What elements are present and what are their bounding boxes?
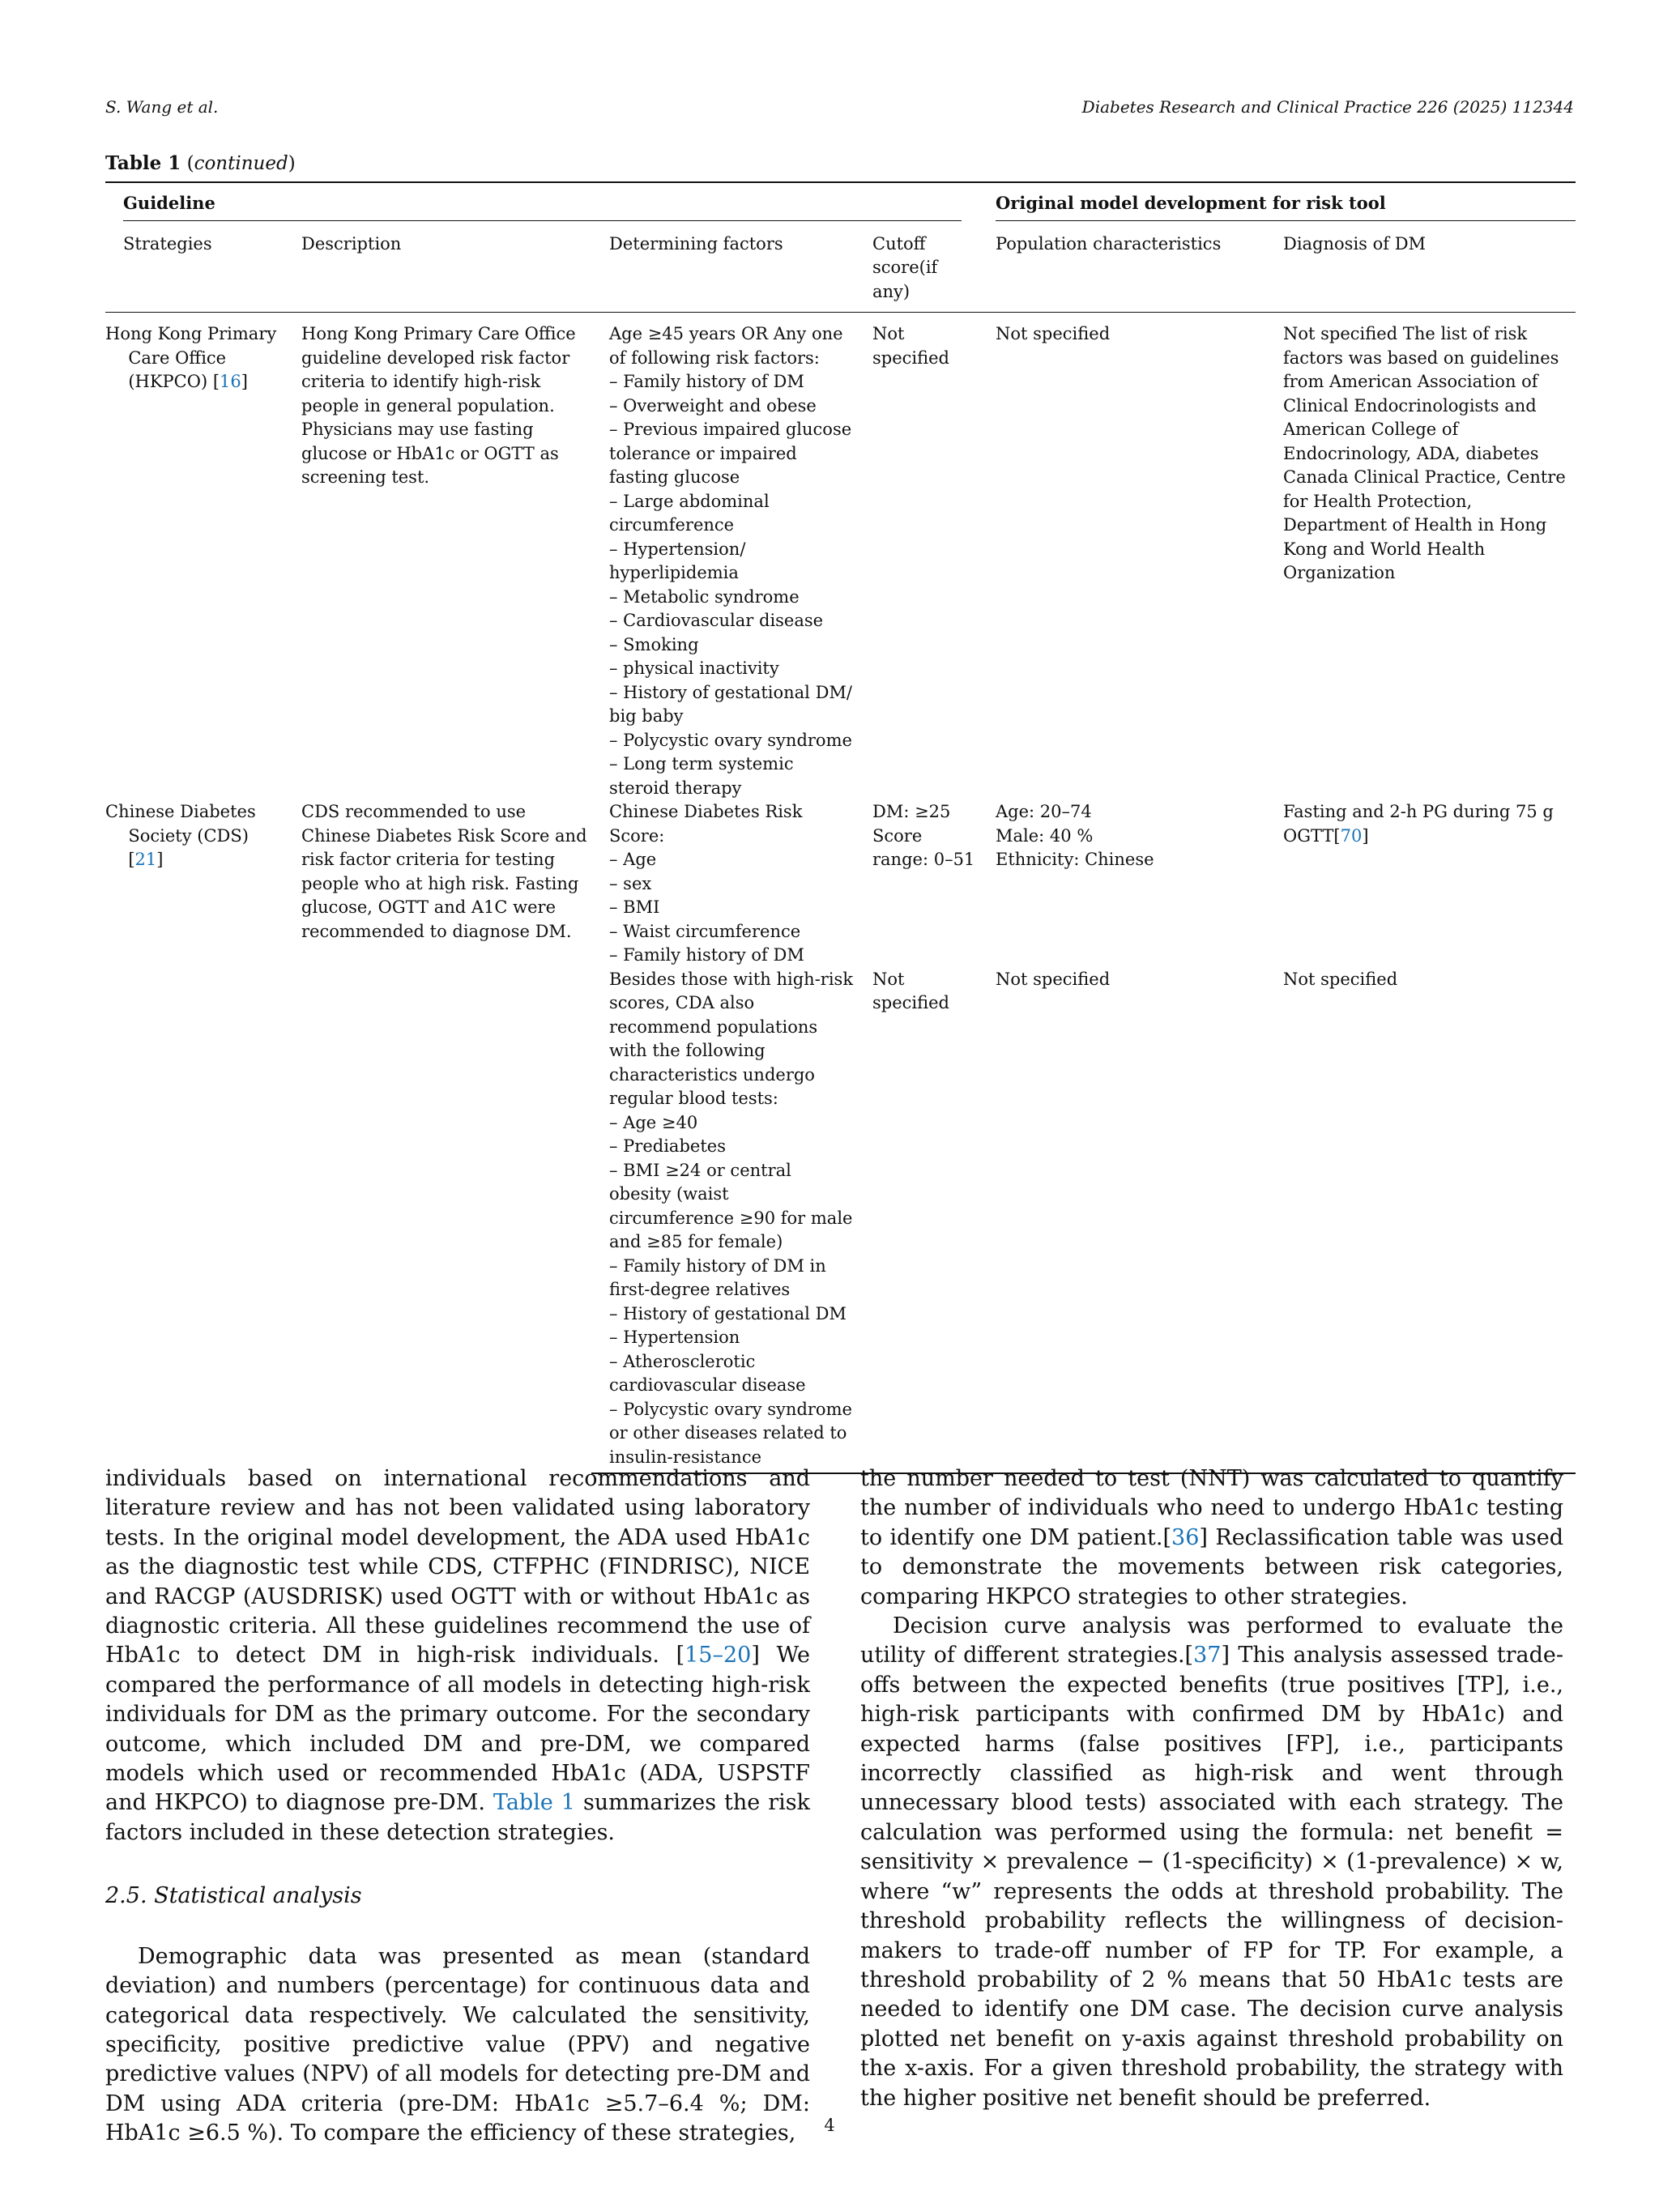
col-header-diagnosis: Diagnosis of DM xyxy=(1265,226,1576,313)
factor-item: – Polycystic ovary syndrome or other diseases related to insulin-resistance xyxy=(609,1399,852,1467)
reference-link[interactable]: 21 xyxy=(134,850,157,869)
table-link[interactable]: Table 1 xyxy=(493,1790,575,1816)
reference-link[interactable]: 15–20 xyxy=(684,1643,752,1669)
table-column-header-row xyxy=(105,226,1576,313)
table-continued: continued xyxy=(194,153,288,174)
body-paragraph: Demographic data was presented as mean (standard deviation) and numbers (percentage) for continuous data and categorical data respectively. We calculated the sensitivity, specificity, positive predictive value (PPV) and negative predictive values (NPV) of all models for detecting pre-DM and DM using ADA criteria (pre-DM: HbA1c ≥5.7–6.4 %; DM: HbA1c ≥6.5 %). To compare the efficiency of these strategies, xyxy=(105,1943,810,2146)
factor-item: – Metabolic syndrome xyxy=(609,586,800,607)
reference-link[interactable]: 70 xyxy=(1340,825,1363,846)
cell-population: Not specified xyxy=(978,968,1265,1474)
col-header-cutoff-score: Cutoff score(if any) xyxy=(855,226,978,313)
factor-item: – Atherosclerotic cardiovascular disease xyxy=(609,1351,806,1395)
cell-description: Hong Kong Primary Care Office guideline developed risk factor criteria to identify high-risk people in general population. Physicians may use fasting glucose or HbA1c or OGTT as screening test. xyxy=(301,324,576,487)
factor-item: – Age ≥40 xyxy=(609,1112,698,1132)
cell-cutoff: Not specified xyxy=(855,968,978,1474)
factor-item: – Previous impaired glucose tolerance or impaired fasting glucose xyxy=(609,420,852,487)
factor-item: – Polycystic ovary syndrome xyxy=(609,730,852,750)
reference-link[interactable]: 16 xyxy=(220,372,241,391)
reference-link[interactable]: 36 xyxy=(1171,1524,1200,1550)
table-row xyxy=(105,313,1576,801)
table-row xyxy=(105,800,1576,968)
col-header-strategies: Strategies xyxy=(105,226,284,313)
factor-item: – Large abdominal circumference xyxy=(609,491,770,535)
factor-item: – Overweight and obese xyxy=(609,395,817,416)
group-header-original-model: Original model development for risk tool xyxy=(978,182,1576,226)
col-header-determining-factors: Determining factors xyxy=(591,226,855,313)
right-column xyxy=(860,1464,1563,2113)
body-paragraph: Decision curve analysis was performed to evaluate the utility of different strategies.[37] This analysis assessed trade-offs between the expected benefits (true positives [TP], i.e., high-risk participants with confirmed DM by HbA1c) and expected harms (false positives [FP], i.e., participants incorrectly classified as high-risk and went through unnecessary blood tests) associated with each strategy. The calculation was performed using the formula: net benefit = sensitivity × prevalence − (1-specificity) × (1-prevalence) × w, where “w” represents the odds at threshold probability. The threshold probability reflects the willingness of decision-makers to trade-off number of FP for TP. For example, a threshold probability of 2 % means that 50 HbA1c tests are needed to identify one DM case. The decision curve analysis plotted net benefit on y-axis against threshold probability on the x-axis. For a given threshold probability, the strategy with the higher positive net benefit should be preferred. xyxy=(860,1613,1563,2111)
factor-item: – BMI xyxy=(609,897,660,917)
table-label: Table 1 xyxy=(105,152,181,174)
author-running-head: S. Wang et al. xyxy=(105,97,219,117)
running-head xyxy=(105,97,1574,121)
factor-item: – physical inactivity xyxy=(609,658,779,678)
factor-item: – Family history of DM in first-degree relatives xyxy=(609,1255,826,1299)
factor-item: – Long term systemic steroid therapy xyxy=(609,754,794,798)
cell-determining-factors: Besides those with high-risk scores, CDA also recommend populations with the following characteristics undergo regular blood tests: – Age ≥40 – Prediabetes – BMI ≥24 or central obesity (waist circumference ≥90 for male and ≥85 for female) – Family history of DM in first-degree relatives – History of gestational DM – Hypertension – Atherosclerotic cardiovascular disease – Polycystic ovary syndrome or other diseases related to insulin-resistance xyxy=(591,968,855,1474)
cell-diagnosis: Not specified xyxy=(1265,968,1576,1474)
factor-item: – Age xyxy=(609,850,657,869)
cell-strategy: Hong Kong Primary Care Office (HKPCO) [16] xyxy=(105,324,277,391)
cell-cutoff: DM: ≥25 Score range: 0–51 xyxy=(872,802,975,869)
cell-determining-factors: Chinese Diabetes Risk Score: – Age – sex – BMI – Waist circumference – Family history of DM xyxy=(591,800,855,968)
factor-item: – History of gestational DM/ big baby xyxy=(609,682,852,726)
table-caption: Table 1 (continued) xyxy=(105,152,296,174)
cell-determining-factors: Age ≥45 years OR Any one of following risk factors: – Family history of DM – Overweight and obese – Previous impaired glucose tolerance or impaired fasting glucose – Large abdominal circumference – Hypertension/ hyperlipidemia – Metabolic syndrome – Cardiovascular disease – Smoking – physical inactivity – History of gestational DM/ big baby – Polycystic ovary syndrome – Long term systemic steroid therapy xyxy=(591,313,855,801)
left-column xyxy=(105,1464,810,2149)
group-header-guideline: Guideline xyxy=(105,182,978,226)
section-heading: 2.5. Statistical analysis xyxy=(105,1883,362,1909)
factor-item: – Waist circumference xyxy=(609,921,801,941)
factor-item: – History of gestational DM xyxy=(609,1303,847,1323)
factor-item: – Family history of DM xyxy=(609,372,804,391)
cell-description: CDS recommended to use Chinese Diabetes Risk Score and risk factor criteria for testing people who at high risk. Fasting glucose, OGTT and A1C were recommended to diagnose DM. xyxy=(301,802,587,941)
table-group-header-row xyxy=(105,182,1576,226)
cell-population: Not specified xyxy=(996,324,1111,343)
col-header-population-characteristics: Population characteristics xyxy=(978,226,1265,313)
body-paragraph: the number needed to test (NNT) was calculated to quantify the number of individuals who need to undergo HbA1c testing to identify one DM patient.[36] Reclassification table was used to demonstrate the movements between risk categories, comparing HKPCO strategies to other strategies. xyxy=(860,1466,1563,1609)
factor-item: – Prediabetes xyxy=(609,1136,726,1156)
factor-item: – Smoking xyxy=(609,634,699,654)
page-number: 4 xyxy=(824,2116,835,2135)
factor-item: – Hypertension xyxy=(609,1328,740,1347)
cell-cutoff: Not specified xyxy=(872,324,950,368)
cell-population: Age: 20–74 Male: 40 % Ethnicity: Chinese xyxy=(996,802,1154,869)
factor-item: – Hypertension/ hyperlipidemia xyxy=(609,539,746,582)
factor-item: – Family history of DM xyxy=(609,945,804,965)
cell-diagnosis: Fasting and 2-h PG during 75 g OGTT[70] xyxy=(1283,802,1554,846)
factor-item: – Cardiovascular disease xyxy=(609,611,824,630)
reference-link[interactable]: 37 xyxy=(1193,1643,1222,1669)
body-paragraph: individuals based on international recommendations and literature review and has not been validated using laboratory tests. In the original model development, the ADA used HbA1c as the diagnostic test while CDS, CTFPHC (FINDRISC), NICE and RACGP (AUSDRISK) used OGTT with or without HbA1c as diagnostic criteria. All these guidelines recommend the use of HbA1c to detect DM in high-risk individuals. [15–20] We compared the performance of all models in detecting high-risk individuals for DM as the primary outcome. For the secondary outcome, which included DM and pre-DM, we compared models which used or recommended HbA1c (ADA, USPSTF and HKPCO) to diagnose pre-DM. Table 1 summarizes the risk factors included in these detection strategies. xyxy=(105,1466,811,1845)
cell-diagnosis: Not specified The list of risk factors was based on guidelines from American Association of Clinical Endocrinologists and American College of Endocrinology, ADA, diabetes Canada Clinical Practice, Centre for Health Protection, Department of Health in Hong Kong and World Health Organization xyxy=(1283,324,1566,582)
col-header-description: Description xyxy=(284,226,591,313)
journal-running-head: Diabetes Research and Clinical Practice 226 (2025) 112344 xyxy=(1081,97,1574,117)
factor-item: – sex xyxy=(609,873,652,893)
table-1 xyxy=(105,181,1576,1474)
cell-strategy: Chinese Diabetes Society (CDS) [21] xyxy=(105,802,256,869)
factor-item: – BMI ≥24 or central obesity (waist circumference ≥90 for male and ≥85 for female) xyxy=(609,1160,853,1251)
